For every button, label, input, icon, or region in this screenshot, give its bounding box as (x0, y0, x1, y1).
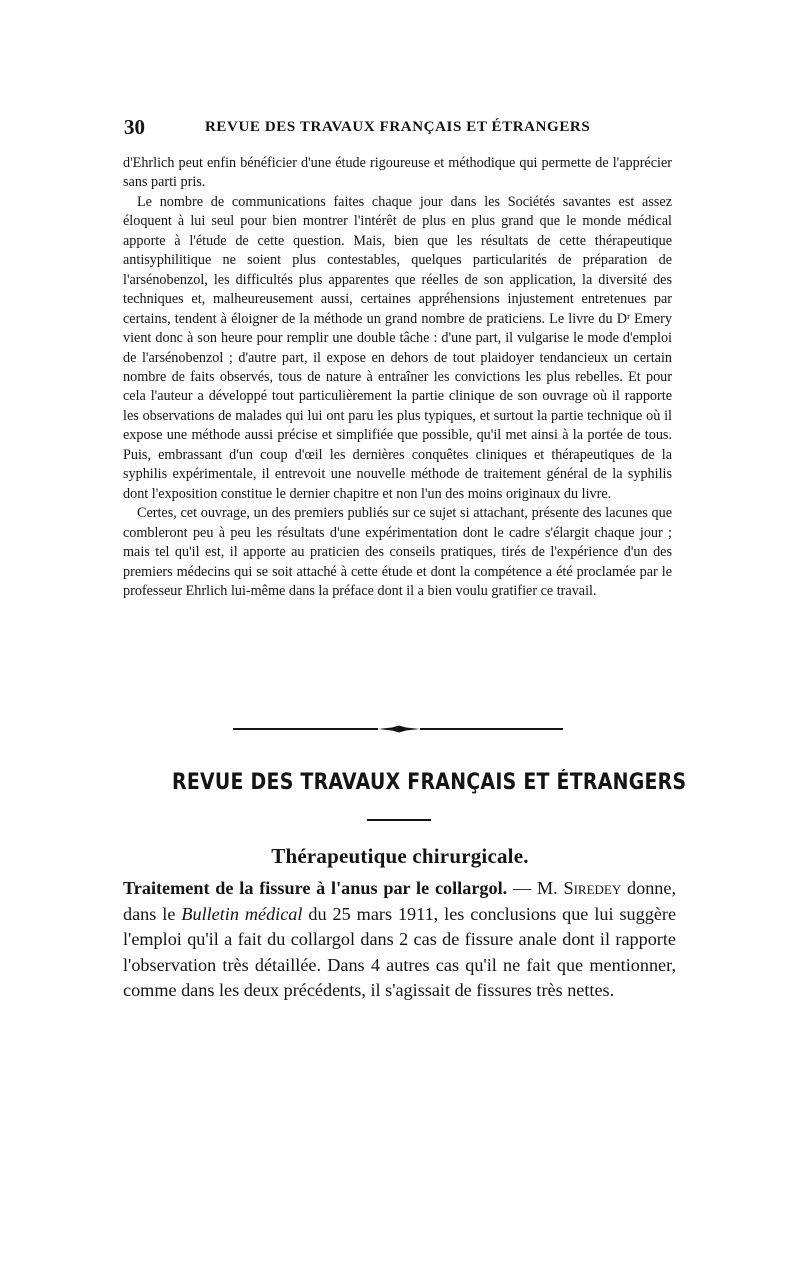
section-rule (367, 819, 431, 821)
article-dash: — (507, 878, 537, 898)
review-paragraph-1: d'Ehrlich peut enfin bénéficier d'une étude rigoureuse et méthodique qui permette de l'apprécier sans parti pris. (123, 155, 672, 191)
article-heading: Traitement de la fissure à l'anus par le collargol. (123, 878, 508, 898)
page-number: 30 (124, 115, 145, 139)
divider-ornament-icon (378, 725, 420, 733)
journal-name: Bulletin médical (181, 903, 303, 924)
divider-bar-left (233, 728, 378, 730)
divider-bar-right (420, 728, 563, 730)
subsection-title: Thérapeutique chirurgicale. (271, 844, 529, 868)
review-paragraph-3: Certes, cet ouvrage, un des premiers publiés sur ce sujet si attachant, présente des lacunes que combleront peu à peu les résultats d'une expérimentation dont le cadre s'élargit chaque jour ; mais tel qu'il est, il apporte au praticien des conseils pratiques, tirés de l'expérience d'un des premiers médecins qui se soit attaché à cette étude et dont la compétence a été proclamée par le professeur Ehrlich lui-même dans la préface dont il a bien voulu gratifier ce travail. (123, 505, 672, 599)
running-head: REVUE DES TRAVAUX FRANÇAIS ET ÉTRANGERS (205, 119, 591, 135)
ornamental-divider (233, 728, 563, 730)
article-text-1: donne, dans le (123, 878, 677, 924)
section-title: REVUE DES TRAVAUX FRANÇAIS ET ÉTRANGERS (172, 770, 687, 795)
review-paragraph-2: Le nombre de communications faites chaque jour dans les Sociétés savantes est assez éloquent à lui seul pour bien montrer l'intérêt de plus en plus grand que le monde médical apporte à l'étude de cette question. Mais, bien que les résultats de cette thérapeutique antisyphilitique ne soient plus contestables, quelques particularités de préparation de l'arsénobenzol, les difficultés plus apparentes que réelles de son application, la diversité des techniques et, malheureusement aussi, certaines appréhensions injustement entretenues par certains, tendent à éloigner de la méthode un grand nombre de praticiens. Le livre du Dʳ Emery vient donc à son heure pour remplir une double tâche : d'une part, il vulgarise le mode d'emploi de l'arsénobenzol ; d'autre part, il expose en dehors de tout plaidoyer tendancieux un certain nombre de faits observés, tous de nature à entraîner les convictions les plus rebelles. Et pour cela l'auteur a développé tout particulièrement la partie clinique de son ouvrage où il rapporte les observations de malades qui lui ont paru les plus typiques, et surtout la partie technique où il expose une méthode aussi précise et simplifiée que possible, qu'il met ainsi à la portée de tous. Puis, embrassant d'un coup d'œil les dernières conquêtes cliniques et thérapeutiques de la syphilis expérimentale, il entrevoit une nouvelle méthode de traitement général de la syphilis dont l'exposition constitue le dernier chapitre et non l'un des moins originaux du livre. (123, 193, 672, 502)
article-body (123, 876, 676, 1004)
book-review (123, 154, 672, 601)
article-text-2: du 25 mars 1911, les conclusions que lui suggère l'emploi qu'il a fait du collargol dans 2 cas de fissure anale dont il rapporte l'observation très détaillée. Dans 4 autres cas qu'il ne fait que mentionner, comme dans les deux précédents, il s'agissait de fissures très nettes. (123, 903, 677, 1000)
article-author: M. Siredey (536, 878, 622, 898)
